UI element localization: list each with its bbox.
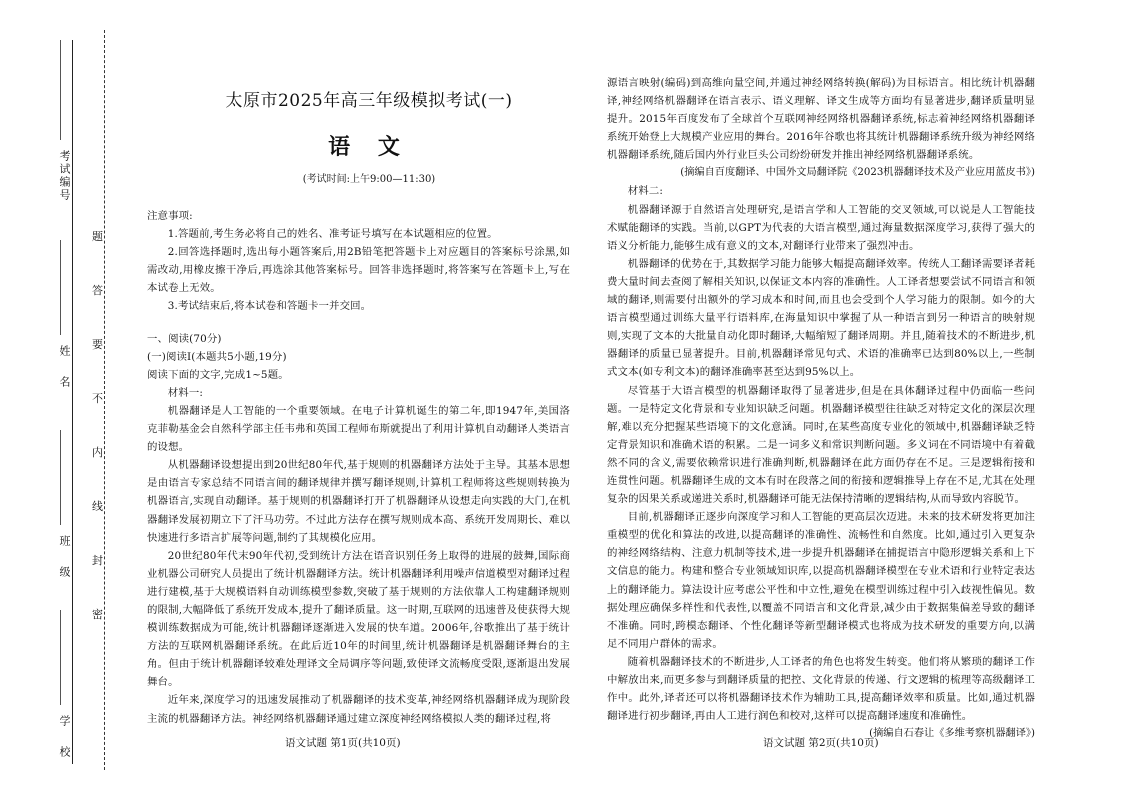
binding-margin [0, 0, 120, 794]
notice-item: 1.答题前,考生务必将自己的姓名、准考证号填写在本试题相应的位置。 [167, 228, 498, 241]
seal-char: 密 [92, 608, 103, 621]
source-citation: (摘编自石春让《多维考察机器翻译》) [869, 728, 1035, 740]
passage-paragraph: 尽管基于大语言模型的机器翻译取得了显著进步,但是在具体翻译过程中仍面临一些问题。一是特定文化背景和专业知识缺乏问题。机器翻译模型往往缺乏对特定文化的深层次理解,难以充分把握某些语境下的文化意涵。同时,在某些高度专业化的领域中,机器翻译缺乏特定背景知识和准确术语的积累。二是一词多义和常识判断问题。多义词在不同语境中有着截然不同的含义,需要依赖常识进行准确判断,机器翻译在此方面仍存在不足。三是逻辑衔接和连贯性问题。机器翻译生成的文本有时在段落之间的衔接和逻辑推导上存在不足,尤其在处理复杂的因果关系或递进关系时,机器翻译可能无法保持清晰的逻辑结构,从而导致内容脱节。 [607, 384, 1035, 506]
name-line [60, 240, 61, 335]
passage-paragraph: 源语言映射(编码)到高维向量空间,并通过神经网络转换(解码)为目标语言。相比统计机器翻译,神经网络机器翻译在语言表示、语义理解、译文生成等方面均有显著进步,翻译质量明显提升。2015年百度发布了全球首个互联网神经网络机器翻译系统,标志着神经网络机器翻译系统开始登上大规模产业应用的舞台。2016年谷歌也将其统计机器翻译系统升级为神经网络机器翻译系统,随后国内外行业巨头公司纷纷研发并推出神经网络机器翻译系统。 [607, 77, 1035, 162]
passage-paragraph: 从机器翻译设想提出到20世纪80年代,基于规则的机器翻译方法处于主导。其基本思想是由语言专家总结不同语言间的翻译规律并撰写翻译规则,计算机工程师将这些规则转换为机器语言,实现自动翻译。基于规则的机器翻译打开了机器翻译从设想走向实践的大门,在机器翻译发展初期立下了汗马功劳。不过此方法存在撰写规则成本高、系统开发周期长、难以快速进行多语言扩展等问题,制约了其规模化应用。 [147, 459, 570, 544]
material-label: 材料一: [167, 386, 204, 399]
seal-char: 题 [92, 230, 103, 243]
right-column [607, 74, 1035, 743]
binding-solid-line [72, 40, 73, 764]
binding-dashed-line [104, 30, 105, 770]
passage-paragraph: 机器翻译源于自然语言处理研究,是语言学和人工智能的交叉领域,可以说是人工智能技术赋能翻译的实践。当前,以GPT为代表的大语言模型,通过海量数据深度学习,获得了强大的语义分析能力,能够生成有意义的文本,对翻译行业带来了强烈冲击。 [607, 203, 1035, 252]
seal-char: 内 [92, 446, 103, 459]
exam-number-label: 考试编号 [58, 150, 71, 202]
exam-title: 太原市2025年高三年级模拟考试(一) [225, 91, 513, 111]
name-label: 姓名 [58, 345, 71, 407]
school-line [60, 610, 61, 705]
passage-paragraph: 机器翻译的优势在于,其数据学习能力能够大幅提高翻译效率。传统人工翻译需要译者耗费大量时间去查阅了解相关知识,以保证文本内容的准确性。人工译者想要尝试不同语言和领域的翻译,则需要付出额外的学习成本和时间,而且也会受到个人学习能力的限制。如今的大语言模型通过训练大量平行语料库,在海量知识中掌握了从一种语言到另一种语言的映射规则,实现了文本的大批量自动化即时翻译,大幅缩短了翻译周期。并且,随着技术的不断进步,机器翻译的质量已显著提升。目前,机器翻译常见句式、术语的准确率已达到80%以上,一些制式文本(如专利文本)的翻译准确率甚至达到95%以上。 [607, 257, 1035, 379]
class-label: 班级 [58, 535, 71, 597]
passage-paragraph: 随着机器翻译技术的不断进步,人工译者的角色也将发生转变。他们将从繁琐的翻译工作中解放出来,而更多参与到翻译质量的把控、文化背景的传递、行文逻辑的梳理等高级翻译工作中。此外,译者还可以将机器翻译技术作为辅助工具,提高翻译效率和质量。比如,通过机器翻译进行初步翻译,再由人工进行润色和校对,这样可以提高翻译速度和准确性。 [607, 655, 1035, 723]
instruction: 阅读下面的文字,完成1~5题。 [147, 368, 289, 381]
passage-paragraph: 机器翻译是人工智能的一个重要领域。在电子计算机诞生的第二年,即1947年,美国洛克菲勒基金会自然科学部主任韦弗和英国工程师布斯就提出了利用计算机自动翻译人类语言的设想。 [147, 404, 570, 454]
material-label: 材料二: [627, 185, 664, 198]
subsection-heading: (一)阅读Ⅰ(本题共5小题,19分) [147, 350, 287, 363]
notice-heading: 注意事项: [147, 210, 193, 222]
page-footer-right: 语文试题 第2页(共10页) [763, 737, 879, 749]
seal-char: 不 [92, 392, 103, 405]
seal-char: 要 [92, 338, 103, 351]
notice-item: 2.回答选择题时,选出每小题答案后,用2B铅笔把答题卡上对应题目的答案标号涂黑,如需改动,用橡皮擦干净后,再选涂其他答案标号。回答非选择题时,将答案写在答题卡上,写在本试卷上无效。 [147, 246, 570, 295]
seal-notice [92, 228, 103, 622]
subject-title: 语 文 [328, 134, 410, 160]
class-line [60, 430, 61, 525]
passage-paragraph: 近年来,深度学习的迅速发展推动了机器翻译的技术变革,神经网络机器翻译成为现阶段主流的机器翻译方法。神经网络机器翻译通过建立深度神经网络模拟人类的翻译过程,将 [147, 694, 570, 725]
section-heading: 一、阅读(70分) [147, 332, 222, 345]
school-label: 学校 [58, 715, 71, 777]
exam-number-line [60, 40, 61, 140]
seal-char: 线 [92, 500, 103, 513]
passage-paragraph: 目前,机器翻译正逐步向深度学习和人工智能的更高层次迈进。未来的技术研发将更加注重模型的优化和算法的改进,以提高翻译的准确性、流畅性和自然度。比如,通过引入更复杂的神经网络结构、注意力机制等技术,进一步提升机器翻译在捕捉语言中隐形逻辑关系和上下文信息的能力。构建和整合专业领域知识库,以提高机器翻译模型在专业术语和行业特定表达上的翻译能力。算法设计应考虑公平性和中立性,避免在模型训练过程中引入歧视性偏见。数据处理应确保多样性和代表性,以覆盖不同语言和文化背景,减少由于数据集偏差导致的翻译不准确。同时,跨模态翻译、个性化翻译等新型翻译模式也将成为技术研发的重要方向,以满足不同用户群体的需求。 [607, 511, 1035, 650]
seal-char: 封 [92, 554, 103, 567]
left-column [147, 207, 570, 728]
notice-item: 3.考试结束后,将本试卷和答题卡一并交回。 [167, 300, 372, 313]
seal-char: 答 [92, 284, 103, 297]
exam-time: (考试时间:上午9:00—11:30) [302, 174, 436, 185]
source-citation: (摘编自百度翻译、中国外文局翻译院《2023机器翻译技术及产业应用蓝皮书》) [680, 167, 1035, 179]
passage-paragraph: 20世纪80年代末90年代初,受到统计方法在语音识别任务上取得的进展的鼓舞,国际商业机器公司研究人员提出了统计机器翻译方法。统计机器翻译利用噪声信道模型对翻译过程进行建模,基于大规模语料自动训练模型参数,突破了基于规则的方法依靠人工构建翻译规则的限制,大幅降低了系统开发成本,提升了翻译质量。这一时期,互联网的迅速普及使获得大规模训练数据成为可能,统计机器翻译逐渐进入发展的快车道。2006年,谷歌推出了基于统计方法的互联网机器翻译系统。在此后近10年的时间里,统计机器翻译是机器翻译舞台的主角。但由于统计机器翻译较难处理译文全局调序等问题,致使译文流畅度受限,逐渐退出发展舞台。 [147, 549, 570, 689]
page-footer-left: 语文试题 第1页(共10页) [285, 737, 401, 749]
